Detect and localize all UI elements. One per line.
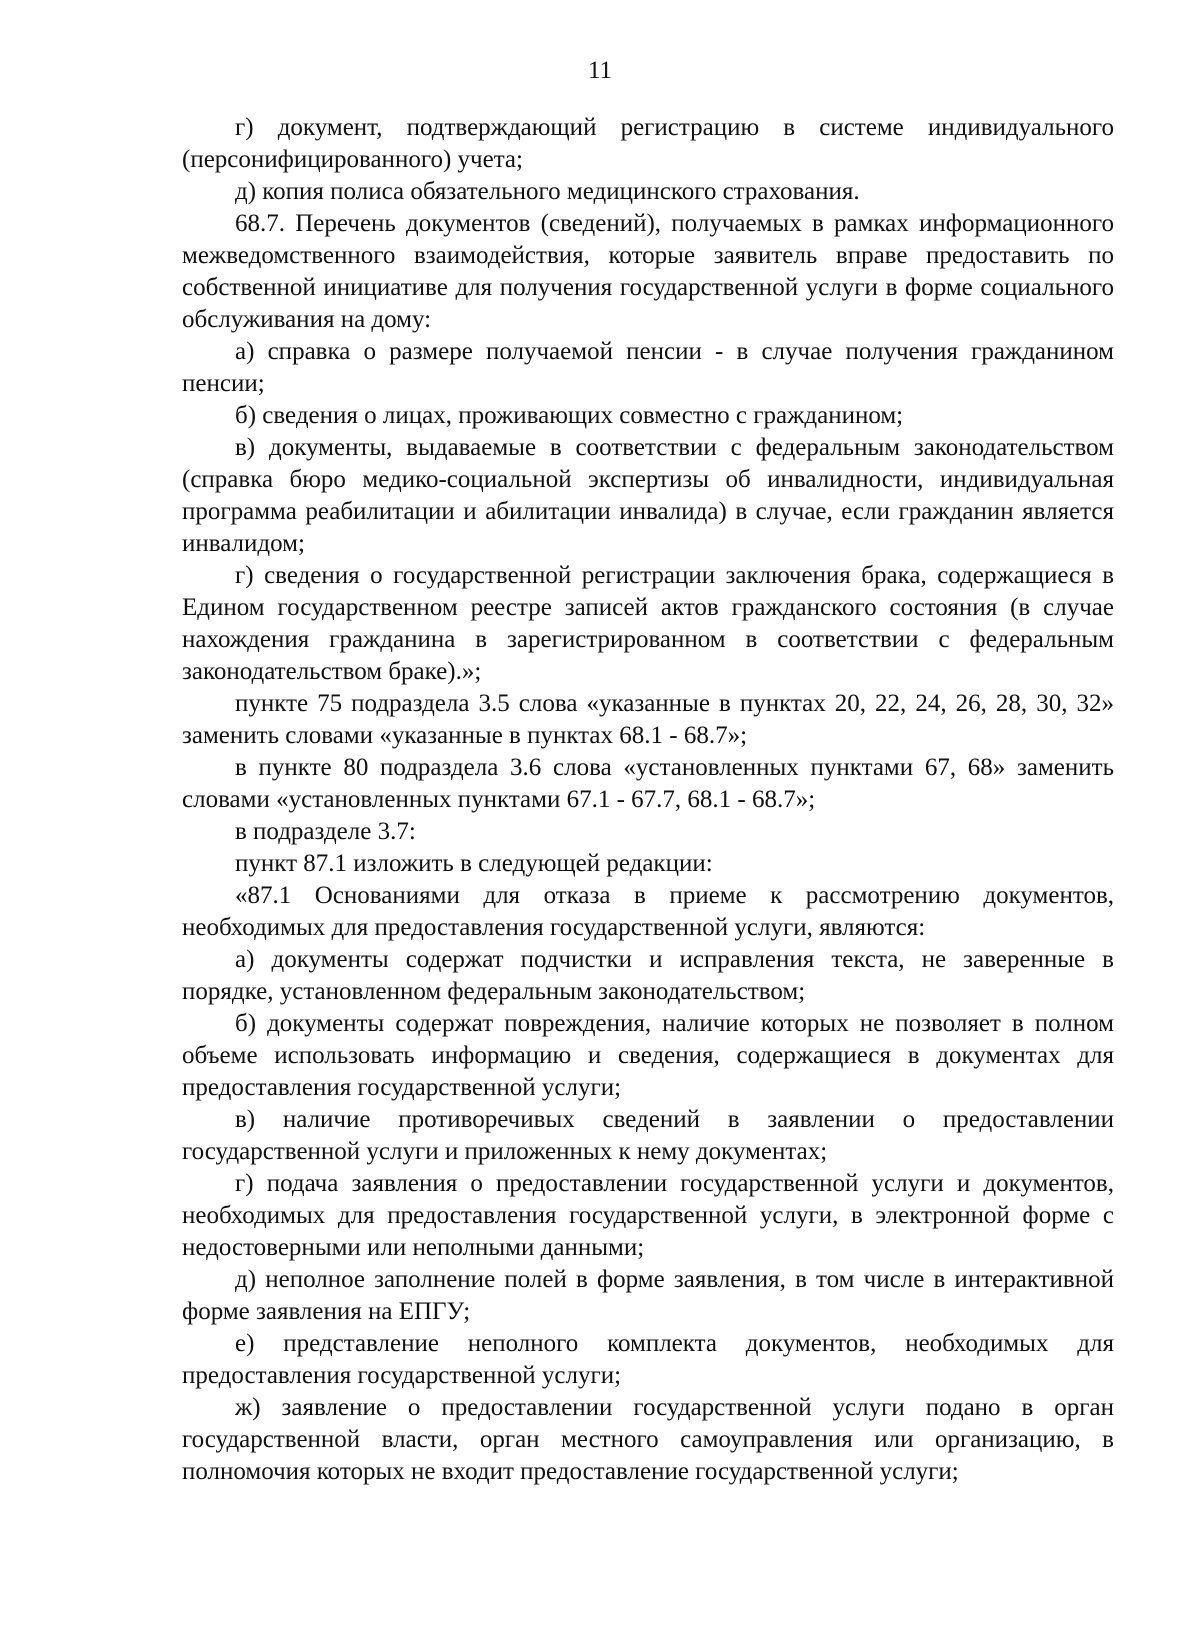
document-body	[182, 112, 1114, 1488]
paragraph-2: д) копия полиса обязательного медицинского страхования.	[235, 178, 860, 205]
paragraph-3: 68.7. Перечень документов (сведений), получаемых в рамках информационного межведомственного взаимодействия, которые заявитель вправе предоставить по собственной инициативе для получения государственной услуги в форме социального обслуживания на дому:	[182, 210, 1114, 333]
paragraph-8: пункте 75 подраздела 3.5 слова «указанные в пунктах 20, 22, 24, 26, 28, 30, 32» заменить словами «указанные в пунктах 68.1 - 68.7»;	[182, 690, 1114, 749]
paragraph-18: е) представление неполного комплекта документов, необходимых для предоставления государственной услуги;	[182, 1330, 1114, 1389]
paragraph-17: д) неполное заполнение полей в форме заявления, в том числе в интерактивной форме заявления на ЕПГУ;	[182, 1266, 1114, 1325]
paragraph-11: пункт 87.1 изложить в следующей редакции:	[235, 850, 713, 877]
paragraph-5: б) сведения о лицах, проживающих совместно с гражданином;	[235, 402, 904, 429]
paragraph-16: г) подача заявления о предоставлении государственной услуги и документов, необходимых для предоставления государственной услуги, в электронной форме с недостоверными или неполными данными;	[182, 1170, 1114, 1261]
paragraph-7: г) сведения о государственной регистрации заключения брака, содержащиеся в Едином государственном реестре записей актов гражданского состояния (в случае нахождения гражданина в зарегистрированном в соответствии с федеральным законодательством браке).»;	[182, 562, 1114, 685]
paragraph-19: ж) заявление о предоставлении государственной услуги подано в орган государственной власти, орган местного самоуправления или организацию, в полномочия которых не входит предоставление государственной услуги;	[182, 1394, 1114, 1485]
page-number: 11	[587, 57, 613, 84]
paragraph-10: в подразделе 3.7:	[235, 818, 416, 845]
paragraph-6: в) документы, выдаваемые в соответствии с федеральным законодательством (справка бюро медико-социальной экспертизы об инвалидности, индивидуальная программа реабилитации и абилитации инвалида) в случае, если гражданин является инвалидом;	[182, 434, 1114, 557]
paragraph-9: в пункте 80 подраздела 3.6 слова «установленных пунктами 67, 68» заменить словами «установленных пунктами 67.1 - 67.7, 68.1 - 68.7»;	[182, 754, 1114, 813]
paragraph-12: «87.1 Основаниями для отказа в приеме к рассмотрению документов, необходимых для предоставления государственной услуги, являются:	[182, 882, 1114, 941]
paragraph-4: а) справка о размере получаемой пенсии - в случае получения гражданином пенсии;	[182, 338, 1114, 397]
paragraph-1: г) документ, подтверждающий регистрацию в системе индивидуального (персонифицированного) учета;	[182, 114, 1114, 173]
paragraph-13: а) документы содержат подчистки и исправления текста, не заверенные в порядке, установленном федеральным законодательством;	[182, 946, 1114, 1005]
paragraph-14: б) документы содержат повреждения, наличие которых не позволяет в полном объеме использовать информацию и сведения, содержащиеся в документах для предоставления государственной услуги;	[182, 1010, 1114, 1101]
paragraph-15: в) наличие противоречивых сведений в заявлении о предоставлении государственной услуги и приложенных к нему документах;	[182, 1106, 1114, 1165]
